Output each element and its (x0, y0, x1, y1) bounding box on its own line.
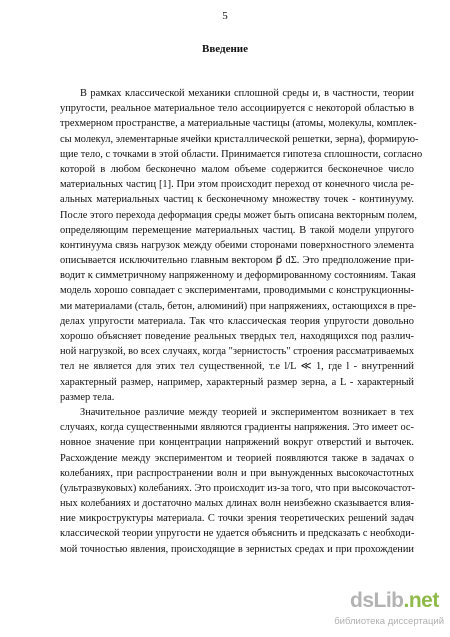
section-heading: Введение (201, 43, 249, 55)
text-line: новное значение при концентрации напряжений вокруг отверстий и выточек. (60, 437, 414, 449)
text-line: упругости, реальное материальное тело ассоциируется с некоторой областью в (60, 103, 414, 115)
text-line: определяющим перемещение материальных частиц. В такой модели упругого (60, 224, 414, 236)
text-line: альных материальных частиц к бесконечному множеству точек - континууму. (60, 194, 414, 206)
text-line: описывается исключительно главным вектором p⃗ dΣ. Это предположение при- (60, 255, 414, 267)
text-line: мой точностью явления, происходящие в зернистых средах и при прохождении (60, 543, 414, 555)
dslib-watermark[interactable] (322, 589, 444, 633)
text-line: континуума связь нагрузок между обеими сторонами поверхностного элемента (60, 239, 414, 251)
text-line: Значительное различие между теорией и экспериментом возникает в тех (80, 406, 414, 418)
text-line: трехмерном пространстве, а материальные частицы (атомы, молекулы, комплек- (60, 118, 417, 130)
text-line: щие тело, с точками в этой области. Принимается гипотеза сплошности, согласно (60, 148, 423, 160)
text-line: ние микроструктуры материала. С точки зрения теоретических решений задач (60, 513, 414, 525)
text-line: колебаниях, при распространении волн и при вынужденных высокочастотных (60, 467, 414, 479)
text-line: характерный размер, например, характерный размер зерна, а L - характерный (60, 376, 414, 388)
text-line: которой в любом бесконечно малом объеме содержится бесконечное число (60, 163, 414, 175)
text-line: После этого перехода деформация среды может быть описана векторным полем, (60, 209, 417, 221)
text-line: хорошо объясняет поведение реальных твердых тел, находящихся под различ- (60, 331, 414, 342)
dslib-logo (350, 589, 439, 613)
text-line: тел не является для этих тел существенной, т.е l/L ≪ 1, где l - внутренний (60, 361, 414, 373)
text-line: водит к симметричному напряженному и деформированному состояниям. Такая (60, 270, 416, 282)
body-text (60, 86, 423, 557)
text-line: делах упругости материала. Так что классическая теория упругости довольно (60, 315, 414, 327)
logo-accent-text: .net (403, 589, 439, 612)
page-number: 5 (222, 10, 228, 22)
text-line: ной нагрузкой, во всех случаях, когда "зернистость" строения рассматриваемых (60, 346, 415, 358)
text-line: ми материалами (сталь, бетон, алюминий) при напряжениях, остающихся в пре- (60, 300, 417, 312)
text-line: сы молекул, элементарные ячейки кристаллической решетки, зерна), формирую- (60, 133, 419, 145)
watermark-caption: библиотека диссертаций (334, 616, 444, 627)
logo-main-text: dsLib (350, 589, 404, 612)
text-line: размер тела. (60, 391, 115, 403)
text-line: модель хорошо совпадает с экспериментами, проводимыми с конструкционны- (60, 285, 414, 297)
text-line: классической теории упругости не удается объяснить и предсказать с необходи- (60, 528, 415, 540)
text-line: Расхождение между экспериментом и теорией появляются также в задачах о (60, 452, 414, 464)
text-line: В рамках классической механики сплошной среды и, в частности, теории (80, 88, 414, 99)
text-line: ных колебаниях и достаточно малых длинах волн неизбежно сказывается влия- (60, 498, 414, 510)
text-line: материальных частиц [1]. При этом происходит переход от конечного числа ре- (60, 179, 414, 191)
text-line: случаях, когда существенными являются градиенты напряжения. Это имеет ос- (60, 422, 414, 434)
text-line: (ультразвуковых) колебаниях. Это происходит из-за того, что при высокочастот- (60, 482, 416, 494)
